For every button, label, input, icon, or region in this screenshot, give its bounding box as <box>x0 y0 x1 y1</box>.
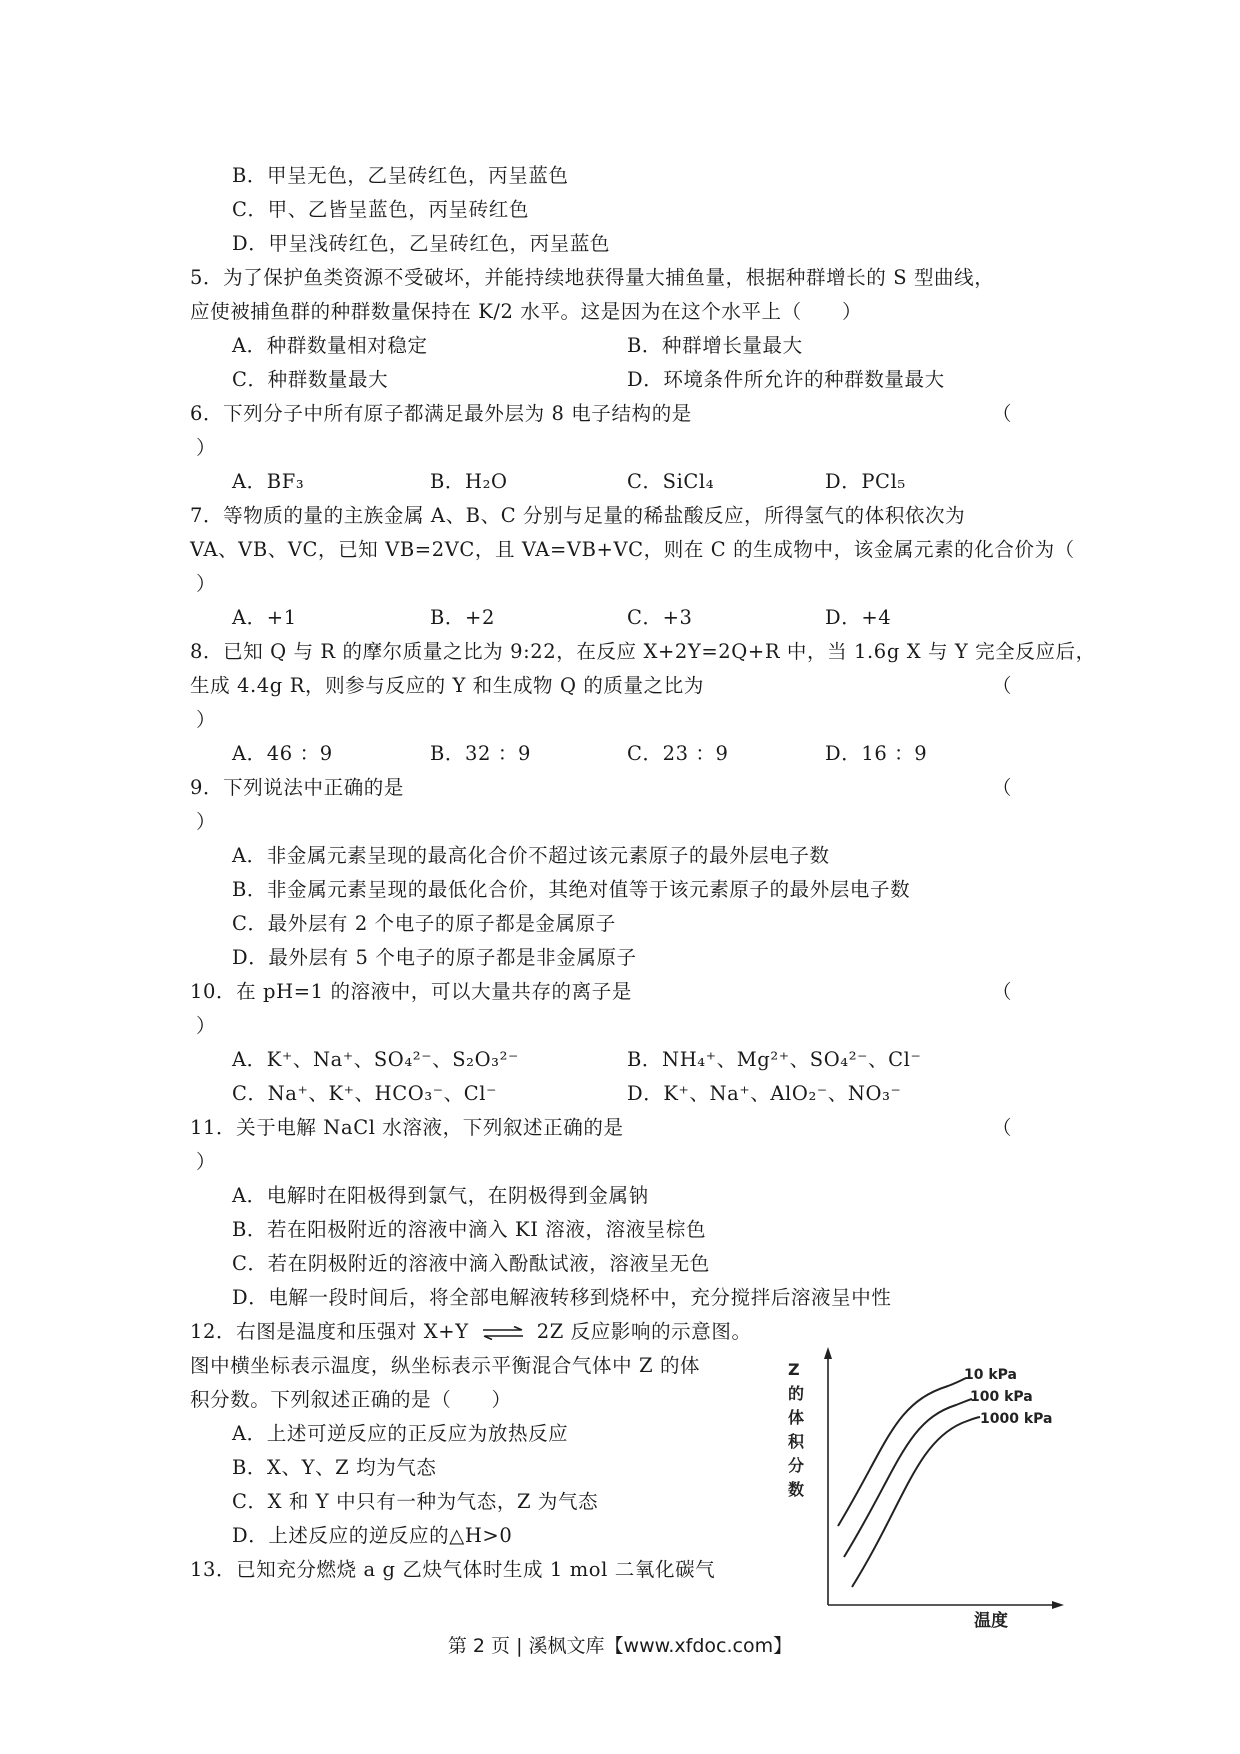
q12-figure <box>776 1343 1066 1628</box>
q11-paren-open: （ <box>992 1116 1012 1139</box>
q10-option-a: A．K⁺、Na⁺、SO₄²⁻、S₂O₃²⁻ <box>232 1048 519 1071</box>
q8-paren-close: ） <box>196 708 216 731</box>
q8-option-b: B．32 ：9 <box>430 742 531 765</box>
q10-stem: 10．在 pH=1 的溶液中，可以大量共存的离子是 <box>190 980 632 1003</box>
q10-option-b: B．NH₄⁺、Mg²⁺、SO₄²⁻、Cl⁻ <box>627 1048 922 1071</box>
q6-option-c: C．SiCl₄ <box>627 470 715 493</box>
q5-option-b: B．种群增长量最大 <box>627 334 803 357</box>
q8-stem-line1: 8．已知 Q 与 R 的摩尔质量之比为 9:22，在反应 X+2Y=2Q+R 中，当 1.6g X 与 Y 完全反应后， <box>190 640 1096 663</box>
q6-option-d: D．PCl₅ <box>825 470 906 493</box>
y-axis-label-char-2: 的 <box>788 1384 805 1403</box>
q9-option-b: B．非金属元素呈现的最低化合价，其绝对值等于该元素原子的最外层电子数 <box>232 878 911 901</box>
curve-1000kpa <box>852 1417 980 1587</box>
equilibrium-arrows-icon <box>481 1326 525 1340</box>
q8-stem-line2: 生成 4.4g R，则参与反应的 Y 和生成物 Q 的质量之比为 <box>190 674 704 697</box>
q7-stem-line1: 7．等物质的量的主族金属 A、B、C 分别与足量的稀盐酸反应，所得氢气的体积依次为 <box>190 504 966 527</box>
q8-option-d: D．16 ：9 <box>825 742 928 765</box>
curve-label-1000kpa: 1000 kPa <box>980 1411 1053 1427</box>
q10-option-c: C．Na⁺、K⁺、HCO₃⁻、Cl⁻ <box>232 1082 498 1105</box>
y-axis-label-char-3: 体 <box>788 1408 805 1427</box>
q8-option-a: A．46 ：9 <box>232 742 333 765</box>
y-axis-label-char-5: 分 <box>788 1456 805 1475</box>
q7-stem-line2: VA、VB、VC，已知 VB=2VC，且 VA=VB+VC，则在 C 的生成物中，该金属元素的化合价为（ <box>190 538 1075 561</box>
q9-stem: 9．下列说法中正确的是 <box>190 776 405 799</box>
q5-option-a: A．种群数量相对稳定 <box>232 334 428 357</box>
y-axis-label-char-6: 数 <box>788 1480 805 1499</box>
q6-paren-open: （ <box>992 402 1012 425</box>
q8-paren-open: （ <box>992 674 1012 697</box>
q11-paren-close: ） <box>196 1150 216 1173</box>
q5-stem-line2: 应使被捕鱼群的种群数量保持在 K/2 水平。这是因为在这个水平上（ ） <box>190 300 863 323</box>
q10-option-d: D．K⁺、Na⁺、AlO₂⁻、NO₃⁻ <box>627 1082 902 1105</box>
curve-100kpa <box>844 1399 972 1557</box>
q11-option-a: A．电解时在阳极得到氯气，在阴极得到金属钠 <box>232 1184 649 1207</box>
q12-stem-line2: 图中横坐标表示温度，纵坐标表示平衡混合气体中 Z 的体 <box>190 1354 701 1377</box>
q12-option-d: D．上述反应的逆反应的△H>0 <box>232 1524 513 1547</box>
q9-option-a: A．非金属元素呈现的最高化合价不超过该元素原子的最外层电子数 <box>232 844 830 867</box>
q6-option-b: B．H₂O <box>430 470 508 493</box>
q9-option-c: C．最外层有 2 个电子的原子都是金属原子 <box>232 912 616 935</box>
q7-paren-close: ） <box>196 572 216 595</box>
q9-paren-open: （ <box>992 776 1012 799</box>
q7-option-c: C．+3 <box>627 606 693 629</box>
q5-option-d: D．环境条件所允许的种群数量最大 <box>627 368 945 391</box>
q5-stem-line1: 5．为了保护鱼类资源不受破坏，并能持续地获得量大捕鱼量，根据种群增长的 S 型曲线， <box>190 266 995 289</box>
q7-option-a: A．+1 <box>232 606 297 629</box>
q12-stem-line1 <box>190 1319 752 1345</box>
q11-stem: 11．关于电解 NaCl 水溶液，下列叙述正确的是 <box>190 1116 624 1139</box>
x-axis-arrow-icon <box>1052 1601 1064 1609</box>
q9-paren-close: ） <box>196 810 216 833</box>
curve-label-100kpa: 100 kPa <box>970 1389 1033 1405</box>
q11-option-c: C．若在阴极附近的溶液中滴入酚酞试液，溶液呈无色 <box>232 1252 710 1275</box>
q12-option-b: B．X、Y、Z 均为气态 <box>232 1456 437 1479</box>
q9-option-d: D．最外层有 5 个电子的原子都是非金属原子 <box>232 946 637 969</box>
y-axis-label-char-4: 积 <box>788 1432 805 1451</box>
q12-option-c: C．X 和 Y 中只有一种为气态，Z 为气态 <box>232 1490 599 1513</box>
q12-stem-line1-a: 12．右图是温度和压强对 X+Y <box>190 1320 469 1343</box>
q12-stem-line3: 积分数。下列叙述正确的是（ ） <box>190 1388 512 1411</box>
q7-option-b: B．+2 <box>430 606 495 629</box>
q13-stem-line1: 13．已知充分燃烧 a g 乙炔气体时生成 1 mol 二氧化碳气 <box>190 1558 716 1581</box>
q10-paren-close: ） <box>196 1014 216 1037</box>
page-footer: 第 2 页 | 溪枫文库【www.xfdoc.com】 <box>447 1635 793 1657</box>
q11-option-b: B．若在阳极附近的溶液中滴入 KI 溶液，溶液呈棕色 <box>232 1218 707 1241</box>
q12-option-a: A．上述可逆反应的正反应为放热反应 <box>232 1422 569 1445</box>
q7-option-d: D．+4 <box>825 606 892 629</box>
q4-option-d: D．甲呈浅砖红色，乙呈砖红色，丙呈蓝色 <box>232 232 611 255</box>
curve-label-10kpa: 10 kPa <box>964 1367 1017 1383</box>
y-axis-label-char-1: Z <box>788 1360 800 1379</box>
q4-option-c: C．甲、乙皆呈蓝色，丙呈砖红色 <box>232 198 529 221</box>
q5-option-c: C．种群数量最大 <box>232 368 389 391</box>
q6-option-a: A．BF₃ <box>232 470 305 493</box>
q6-stem: 6．下列分子中所有原子都满足最外层为 8 电子结构的是 <box>190 402 692 425</box>
q6-paren-close: ） <box>196 436 216 459</box>
y-axis-arrow-icon <box>824 1347 832 1359</box>
q12-stem-line1-b: 2Z 反应影响的示意图。 <box>536 1320 752 1343</box>
q8-option-c: C．23 ：9 <box>627 742 729 765</box>
q4-option-b: B．甲呈无色，乙呈砖红色，丙呈蓝色 <box>232 164 569 187</box>
q10-paren-open: （ <box>992 980 1012 1003</box>
x-axis-label: 温度 <box>974 1611 1008 1628</box>
q11-option-d: D．电解一段时间后，将全部电解液转移到烧杯中，充分搅拌后溶液呈中性 <box>232 1286 892 1309</box>
